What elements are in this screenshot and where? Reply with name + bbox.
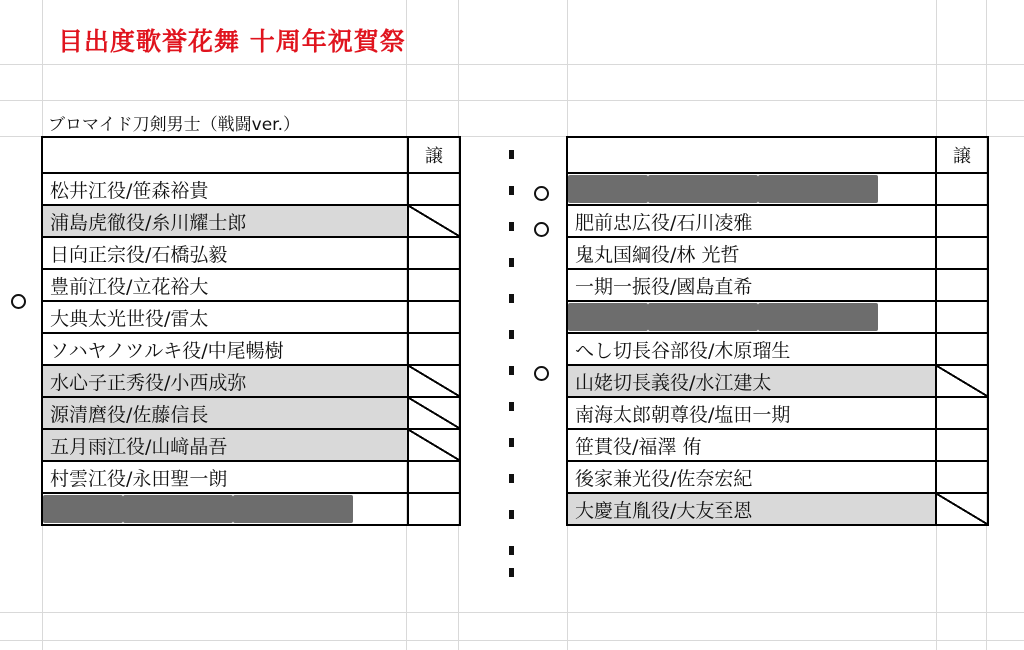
table-row bbox=[42, 237, 460, 269]
page-break-dash bbox=[509, 546, 514, 555]
circle-mark-icon bbox=[534, 366, 549, 381]
name-cell[interactable]: へし切長谷部役/木原瑠生 bbox=[567, 333, 936, 365]
yuzuru-cell[interactable] bbox=[936, 333, 988, 365]
page-break-dash bbox=[509, 474, 514, 483]
yuzuru-cell[interactable] bbox=[936, 269, 988, 301]
name-cell[interactable]: 南海太郎朝尊役/塩田一期 bbox=[567, 397, 936, 429]
redaction-bar bbox=[43, 498, 353, 520]
name-cell[interactable]: 村雲江役/永田聖一朗 bbox=[42, 461, 408, 493]
name-cell[interactable]: 豊前江役/立花裕大 bbox=[42, 269, 408, 301]
name-cell[interactable]: 山姥切長義役/水江建太 bbox=[567, 365, 936, 397]
redaction-block bbox=[568, 303, 648, 331]
redacted-name-cell[interactable] bbox=[567, 301, 936, 333]
page-break-dash bbox=[509, 438, 514, 447]
gridline bbox=[0, 640, 1024, 641]
table-row bbox=[42, 269, 460, 301]
table-row bbox=[42, 461, 460, 493]
name-cell[interactable]: 後家兼光役/佐奈宏紀 bbox=[567, 461, 936, 493]
page-break-dash bbox=[509, 222, 514, 231]
yuzuru-cell[interactable] bbox=[408, 301, 460, 333]
redacted-name-cell[interactable] bbox=[42, 493, 408, 525]
table-row bbox=[42, 205, 460, 237]
yuzuru-cell[interactable] bbox=[408, 173, 460, 205]
name-cell[interactable]: 松井江役/笹森裕貴 bbox=[42, 173, 408, 205]
table-row bbox=[567, 397, 988, 429]
table-row bbox=[567, 237, 988, 269]
table-row bbox=[567, 461, 988, 493]
yuzuru-cell[interactable] bbox=[936, 461, 988, 493]
redaction-block bbox=[758, 175, 878, 203]
page-break-dash bbox=[509, 510, 514, 519]
table-header-row bbox=[567, 137, 988, 173]
name-header-cell[interactable] bbox=[42, 137, 408, 173]
page-break-dash bbox=[509, 258, 514, 267]
table-row bbox=[567, 333, 988, 365]
yuzuru-cell[interactable] bbox=[936, 429, 988, 461]
table-row bbox=[42, 429, 460, 461]
redaction-block bbox=[43, 495, 123, 523]
table-row bbox=[42, 397, 460, 429]
table-row bbox=[567, 173, 988, 205]
page-break-dash bbox=[509, 186, 514, 195]
yuzuru-cell-slashed[interactable] bbox=[936, 365, 988, 397]
table-row bbox=[42, 333, 460, 365]
redaction-block bbox=[123, 495, 233, 523]
name-cell[interactable]: 浦島虎徹役/糸川耀士郎 bbox=[42, 205, 408, 237]
yuzuru-cell[interactable] bbox=[936, 301, 988, 333]
name-cell[interactable]: ソハヤノツルキ役/中尾暢樹 bbox=[42, 333, 408, 365]
name-cell[interactable]: 日向正宗役/石橋弘毅 bbox=[42, 237, 408, 269]
circle-mark-icon bbox=[534, 222, 549, 237]
yuzuru-cell-slashed[interactable] bbox=[936, 493, 988, 525]
table-header-row bbox=[42, 137, 460, 173]
table-row bbox=[567, 269, 988, 301]
page-title: 目出度歌誉花舞 十周年祝賀祭 bbox=[58, 27, 406, 56]
redaction-block bbox=[758, 303, 878, 331]
name-cell[interactable]: 肥前忠広役/石川凌雅 bbox=[567, 205, 936, 237]
yuzuru-cell[interactable] bbox=[936, 237, 988, 269]
name-cell[interactable]: 源清麿役/佐藤信長 bbox=[42, 397, 408, 429]
yuzuru-cell[interactable] bbox=[408, 493, 460, 525]
yuzuru-cell[interactable] bbox=[408, 269, 460, 301]
circle-mark-icon bbox=[534, 186, 549, 201]
table-row bbox=[42, 301, 460, 333]
name-cell[interactable]: 水心子正秀役/小西成弥 bbox=[42, 365, 408, 397]
redaction-bar bbox=[568, 178, 878, 200]
table-row bbox=[42, 493, 460, 525]
page-break-dash bbox=[509, 568, 514, 577]
table-row bbox=[567, 301, 988, 333]
left-table bbox=[41, 136, 461, 526]
name-cell[interactable]: 笹貫役/福澤 侑 bbox=[567, 429, 936, 461]
name-cell[interactable]: 大慶直胤役/大友至恩 bbox=[567, 493, 936, 525]
table-row bbox=[567, 205, 988, 237]
table-row bbox=[42, 173, 460, 205]
page-break-dash bbox=[509, 150, 514, 159]
table-row bbox=[42, 365, 460, 397]
right-table bbox=[566, 136, 989, 526]
section-subtitle: ブロマイド刀剣男士（戦闘ver.） bbox=[48, 115, 301, 135]
page-break-dash bbox=[509, 294, 514, 303]
page-break-dash bbox=[509, 402, 514, 411]
gridline bbox=[0, 100, 1024, 101]
yuzuru-cell[interactable] bbox=[408, 461, 460, 493]
redaction-bar bbox=[568, 306, 878, 328]
table-row bbox=[567, 365, 988, 397]
table-row bbox=[567, 429, 988, 461]
yuzuru-cell[interactable] bbox=[936, 173, 988, 205]
yuzuru-cell-slashed[interactable] bbox=[408, 365, 460, 397]
name-cell[interactable]: 五月雨江役/山﨑晶吾 bbox=[42, 429, 408, 461]
redaction-block bbox=[648, 175, 758, 203]
yuzuru-header[interactable]: 譲 bbox=[936, 137, 988, 173]
gridline bbox=[0, 612, 1024, 613]
yuzuru-header[interactable]: 譲 bbox=[408, 137, 460, 173]
redaction-block bbox=[648, 303, 758, 331]
circle-mark-icon bbox=[11, 294, 26, 309]
redacted-name-cell[interactable] bbox=[567, 173, 936, 205]
yuzuru-cell[interactable] bbox=[936, 205, 988, 237]
yuzuru-cell-slashed[interactable] bbox=[408, 429, 460, 461]
yuzuru-cell[interactable] bbox=[936, 397, 988, 429]
redaction-block bbox=[568, 175, 648, 203]
yuzuru-cell[interactable] bbox=[408, 333, 460, 365]
gridline bbox=[0, 64, 1024, 65]
table-row bbox=[567, 493, 988, 525]
name-cell[interactable]: 一期一振役/國島直希 bbox=[567, 269, 936, 301]
yuzuru-cell-slashed[interactable] bbox=[408, 397, 460, 429]
name-cell[interactable]: 鬼丸国綱役/林 光哲 bbox=[567, 237, 936, 269]
page-break-dash bbox=[509, 366, 514, 375]
redaction-block bbox=[233, 495, 353, 523]
page-break-dash bbox=[509, 330, 514, 339]
yuzuru-cell[interactable] bbox=[408, 237, 460, 269]
name-header-cell[interactable] bbox=[567, 137, 936, 173]
name-cell[interactable]: 大典太光世役/雷太 bbox=[42, 301, 408, 333]
yuzuru-cell-slashed[interactable] bbox=[408, 205, 460, 237]
